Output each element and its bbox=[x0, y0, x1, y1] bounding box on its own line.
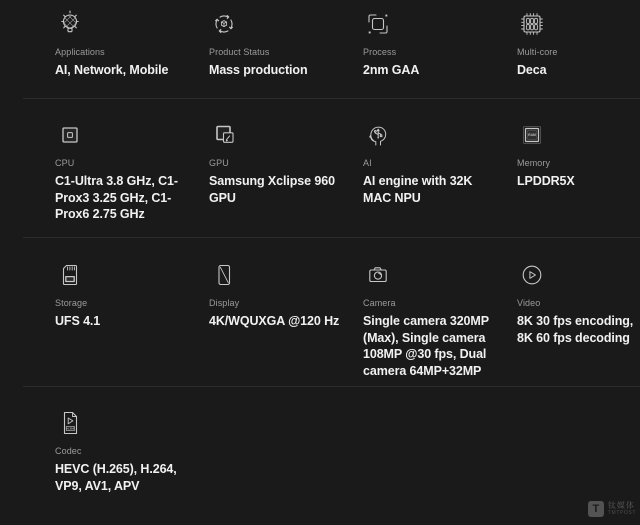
spec-row-1 bbox=[0, 0, 640, 98]
process-die-icon bbox=[363, 9, 517, 39]
spec-value: 8K 30 fps encoding, 8K 60 fps decoding bbox=[517, 314, 634, 345]
spec-label: Display bbox=[209, 298, 240, 308]
spec-row-3 bbox=[0, 238, 640, 386]
spec-label: CPU bbox=[55, 158, 75, 168]
spec-cell-gpu bbox=[209, 120, 363, 237]
spec-cell-process bbox=[363, 9, 517, 98]
spec-label: Process bbox=[363, 47, 397, 57]
spec-label: AI bbox=[363, 158, 372, 168]
codec-icon-text: H.264 bbox=[66, 426, 75, 431]
tmtpost-watermark bbox=[588, 501, 636, 517]
spec-value: Mass production bbox=[209, 63, 308, 77]
ai-head-icon bbox=[363, 120, 517, 150]
spec-cell-applications bbox=[55, 9, 209, 98]
multicore-chip-icon bbox=[517, 9, 640, 39]
spec-cell-multi-core bbox=[517, 9, 640, 98]
cpu-chip-icon bbox=[55, 120, 209, 150]
spec-value: UFS 4.1 bbox=[55, 314, 101, 328]
spec-cell-codec bbox=[55, 408, 209, 525]
watermark-brand-en: TMTPOST bbox=[607, 510, 636, 516]
ram-icon-text: RAM bbox=[528, 133, 536, 138]
spec-label: Product Status bbox=[209, 47, 270, 57]
sd-card-icon bbox=[55, 260, 209, 290]
spec-cell-cpu bbox=[55, 120, 209, 237]
spec-value: AI engine with 32K MAC NPU bbox=[363, 174, 473, 205]
spec-row-2 bbox=[0, 99, 640, 237]
spec-value: LPDDR5X bbox=[517, 174, 575, 188]
codec-file-icon bbox=[55, 408, 209, 438]
lightbulb-icon bbox=[55, 9, 209, 39]
spec-value: Deca bbox=[517, 63, 547, 77]
ram-chip-icon bbox=[517, 120, 640, 150]
spec-value: Single camera 320MP (Max), Single camera 108MP @30 fps, Dual camera 64MP+32MP bbox=[363, 314, 489, 378]
spec-cell-memory bbox=[517, 120, 640, 237]
camera-icon bbox=[363, 260, 517, 290]
spec-value: 4K/WQUXGA @120 Hz bbox=[209, 314, 340, 328]
spec-value: HEVC (H.265), H.264, VP9, AV1, APV bbox=[55, 462, 177, 493]
spec-value: Samsung Xclipse 960 GPU bbox=[209, 174, 335, 205]
watermark-brand-cn: 钛媒体 bbox=[607, 501, 635, 510]
watermark-text bbox=[608, 502, 636, 516]
tmtpost-logo-icon: T bbox=[588, 501, 604, 517]
gpu-layers-icon bbox=[209, 120, 363, 150]
spec-cell-display bbox=[209, 260, 363, 386]
spec-cell-video bbox=[517, 260, 640, 386]
spec-cell-camera bbox=[363, 260, 517, 386]
spec-cell-product-status bbox=[209, 9, 363, 98]
phone-display-icon bbox=[209, 260, 363, 290]
lifecycle-arrows-icon bbox=[209, 9, 363, 39]
spec-label: Multi-core bbox=[517, 47, 558, 57]
spec-cell-storage bbox=[55, 260, 209, 386]
play-circle-icon bbox=[517, 260, 640, 290]
spec-label: Camera bbox=[363, 298, 396, 308]
spec-value: 2nm GAA bbox=[363, 63, 420, 77]
spec-value: C1-Ultra 3.8 GHz, C1-Prox3 3.25 GHz, C1-Prox6 2.75 GHz bbox=[55, 174, 178, 221]
spec-label: Memory bbox=[517, 158, 551, 168]
spec-label: Codec bbox=[55, 446, 82, 456]
spec-label: Video bbox=[517, 298, 541, 308]
spec-label: Storage bbox=[55, 298, 88, 308]
spec-row-4 bbox=[0, 387, 640, 525]
spec-cell-ai bbox=[363, 120, 517, 237]
spec-label: Applications bbox=[55, 47, 105, 57]
spec-value: AI, Network, Mobile bbox=[55, 63, 169, 77]
spec-label: GPU bbox=[209, 158, 229, 168]
